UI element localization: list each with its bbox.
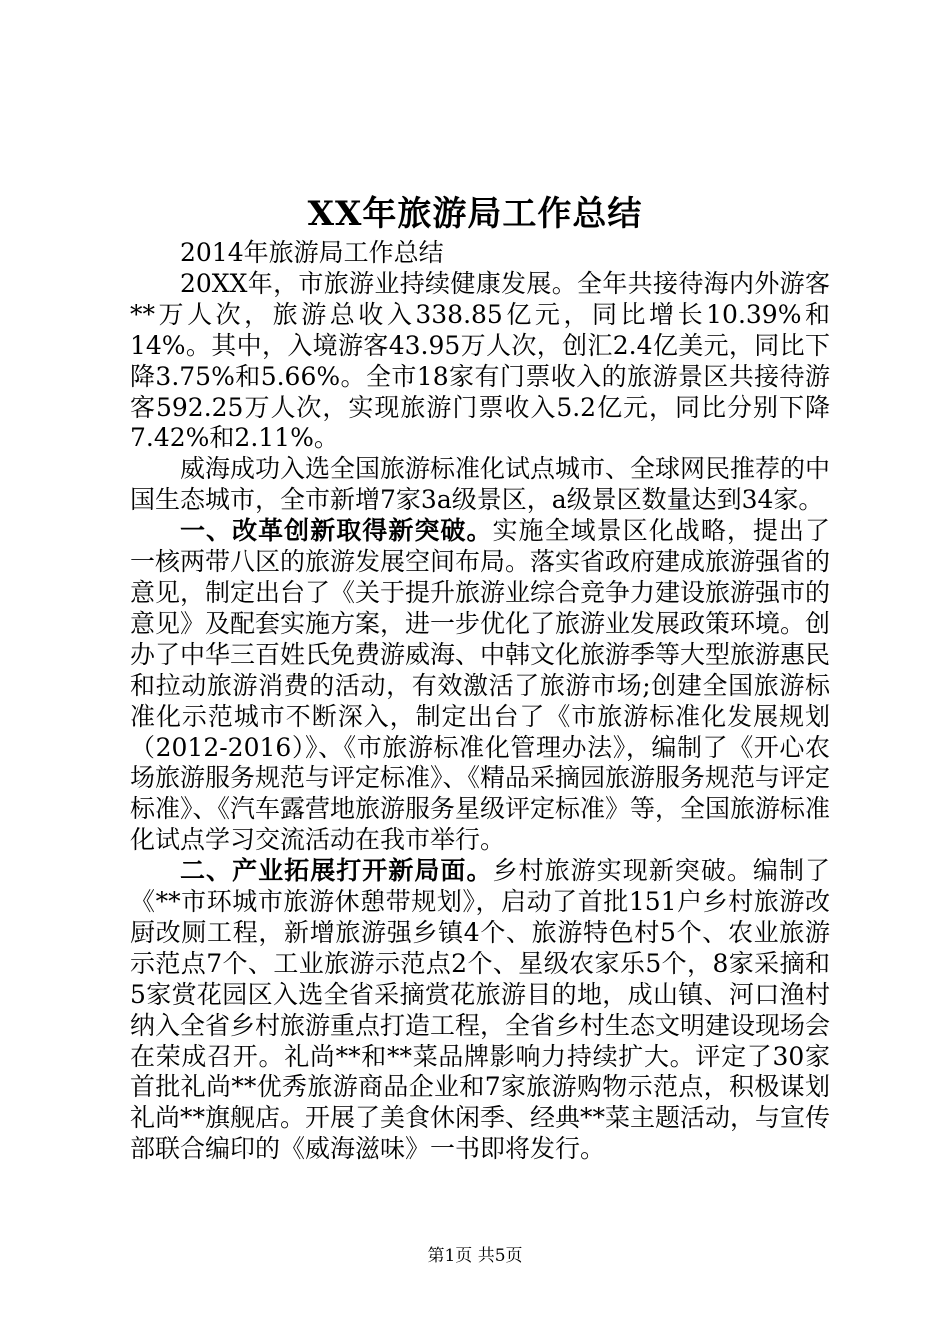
paragraph-industry [130, 856, 830, 1165]
page-number: 第1页 共5页 [427, 1246, 523, 1266]
document-title: XX年旅游局工作总结 [307, 194, 643, 234]
paragraph-text: 实施全域景区化战略，提出了一核两带八区的旅游发展空间布局。落实省政府建成旅游强省的意见，制定出台了《关于提升旅游业综合竞争力建设旅游强市的意见》及配套实施方案，进一步优化了旅游业发展政策环境。创办了中华三百姓氏免费游威海、中韩文化旅游季等大型旅游惠民和拉动旅游消费的活动，有效激活了旅游市场;创建全国旅游标准化示范城市不断深入，制定出台了《市旅游标准化发展规划（2012-2016）》、《市旅游标准化管理办法》，编制了《开心农场旅游服务规范与评定标准》、《精品采摘园旅游服务规范与评定标准》、《汽车露营地旅游服务星级评定标准》等，全国旅游标准化试点学习交流活动在我市举行。 [130, 516, 831, 855]
paragraph-text: 乡村旅游实现新突破。编制了《**市环城市旅游休憩带规划》，启动了首批151户乡村旅游改厨改厕工程，新增旅游强乡镇4个、旅游特色村5个、农业旅游示范点7个、工业旅游示范点2个、星级农家乐5个，8家采摘和5家赏花园区入选全省采摘赏花旅游目的地，成山镇、河口渔村纳入全省乡村旅游重点打造工程，全省乡村生态文明建设现场会在荣成召开。礼尚**和**菜品牌影响力持续扩大。评定了30家首批礼尚**优秀旅游商品企业和7家旅游购物示范点，积极谋划礼尚**旗舰店。开展了美食休闲季、经典**菜主题活动，与宣传部联合编印的《威海滋味》一书即将发行。 [130, 856, 831, 1164]
section-heading: 一、改革创新取得新突破。 [180, 516, 493, 546]
section-heading: 二、产业拓展打开新局面。 [180, 856, 493, 886]
paragraph-reform [130, 516, 830, 856]
paragraph-text: 20XX年，市旅游业持续健康发展。全年共接待海内外游客**万人次，旅游总收入338.85亿元，同比增长10.39%和14%。其中，入境游客43.95万人次，创汇2.4亿美元，同比下降3.75%和5.66%。全市18家有门票收入的旅游景区共接待游客592.25万人次，实现旅游门票收入5.2亿元，同比分别下降7.42%和2.11%。 [130, 268, 830, 453]
document-subtitle: 2014年旅游局工作总结 [180, 238, 444, 267]
paragraph-text: 威海成功入选全国旅游标准化试点城市、全球网民推荐的中国生态城市，全市新增7家3a级景区，a级景区数量达到34家。 [130, 454, 831, 515]
paragraph-summary [130, 269, 830, 454]
document-body [130, 238, 830, 1165]
paragraph-achievements [130, 454, 830, 516]
